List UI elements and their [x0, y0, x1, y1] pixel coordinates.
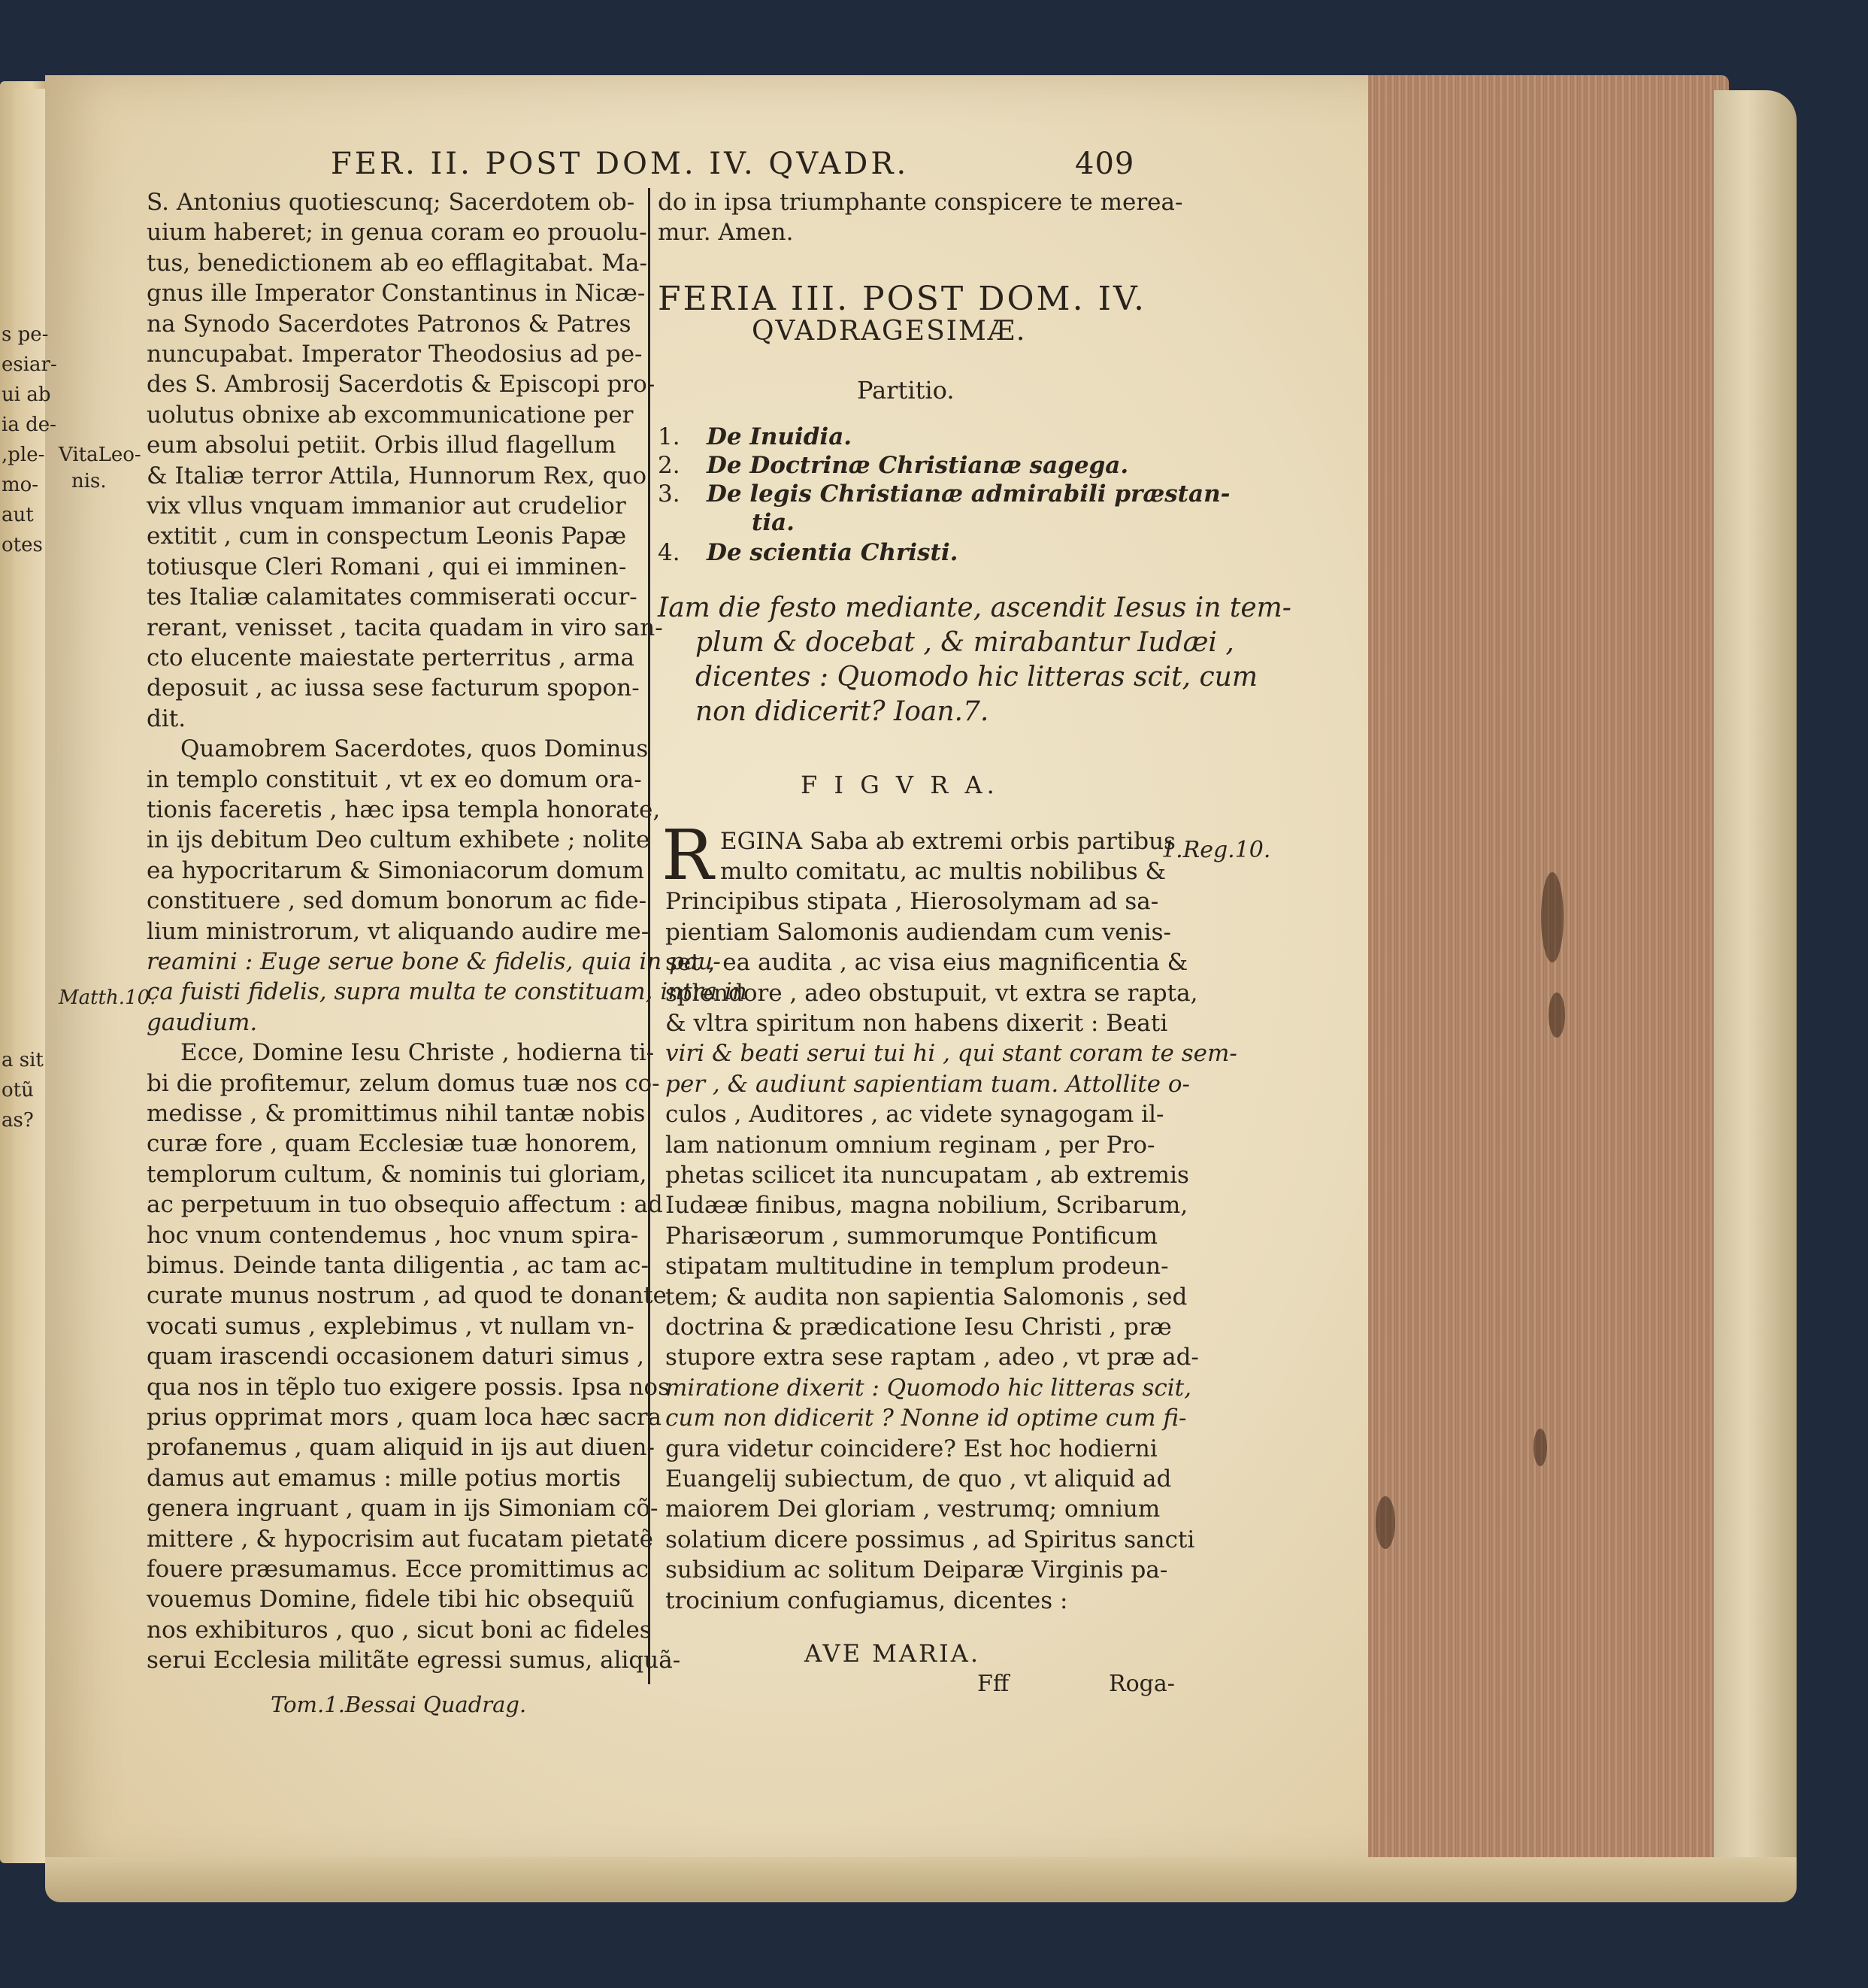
partitio-number: 1. [658, 423, 680, 450]
margin-fragment: ,ple- [2, 444, 45, 466]
page-number: 409 [1075, 147, 1135, 181]
left-column-line: bimus. Deinde tanta diligentia , ac tam ac- [147, 1252, 649, 1279]
partitio-number: 4. [658, 539, 680, 566]
left-column-line: ea hypocritarum & Simoniacorum domum [147, 856, 645, 884]
left-column-line: totiusque Cleri Romani , qui ei imminen- [147, 553, 627, 580]
left-column-line: curate munus nostrum , ad quod te donante [147, 1282, 667, 1310]
figura-line: stipatam multitudine in templum prodeun- [665, 1253, 1169, 1280]
figura-line: doctrina & prædicatione Iesu Christi , præ [665, 1314, 1172, 1341]
margin-fragment: mo- [2, 474, 39, 496]
figura-title: F I G V R A. [801, 771, 999, 799]
right-column-line: mur. Amen. [658, 219, 794, 246]
epigraph-line: Iam die festo mediante, ascendit Iesus in tem- [658, 592, 1291, 623]
left-column-line: curæ fore , quam Ecclesiæ tuæ honorem, [147, 1130, 638, 1158]
left-column-line: in ijs debitum Deo cultum exhibete ; nolite [147, 826, 650, 854]
left-column-line: reamini : Euge serue bone & fidelis, quia in pau- [147, 948, 721, 975]
left-column-line: serui Ecclesia militãte egressi sumus, aliquã- [147, 1647, 681, 1674]
margin-fragment: ia de- [2, 414, 56, 436]
left-column-line: lium ministrorum, vt aliquando audire me- [147, 917, 649, 945]
left-column-line: prius opprimat mors , quam loca hæc sacra [147, 1404, 662, 1431]
catchword-right: Roga- [1109, 1671, 1175, 1697]
partitio-item: De legis Christianæ admirabili præstan- [707, 480, 1231, 508]
stain [1533, 1429, 1547, 1466]
figura-line: stupore extra sese raptam , adeo , vt præ ad- [665, 1344, 1199, 1371]
left-column-line: des S. Ambrosij Sacerdotis & Episcopi pro- [147, 371, 655, 399]
left-column-line: uolutus obnixe ab excommunicatione per [147, 401, 634, 429]
partitio-number: 2. [658, 452, 680, 479]
margin-note: nis. [71, 470, 107, 492]
partitio-item: De Inuidia. [707, 423, 852, 450]
figura-line: tem; & audita non sapientia Salomonis , sed [665, 1283, 1188, 1311]
left-column-line: in templo constituit , vt ex eo domum ora- [147, 765, 642, 793]
left-column-line: tes Italiæ calamitates commiserati occur- [147, 583, 637, 611]
figura-line: per , & audiunt sapientiam tuam. Attollite o- [665, 1070, 1190, 1098]
margin-fragment: ui ab [2, 383, 51, 406]
figura-line: cum non didicerit ? Nonne id optime cum fi- [665, 1405, 1187, 1432]
partitio-item: tia. [752, 509, 795, 536]
left-column-line: hoc vnum contendemus , hoc vnum spira- [147, 1221, 639, 1249]
ave-maria: AVE MARIA. [804, 1639, 981, 1668]
epigraph-line: dicentes : Quomodo hic litteras scit, cum [695, 662, 1258, 692]
figura-line: trocinium confugiamus, dicentes : [665, 1586, 1068, 1614]
bottom-cover [45, 1857, 1797, 1902]
left-column-line: tionis faceretis , hæc ipsa templa honorate, [147, 796, 661, 823]
figura-line: Principibus stipata , Hierosolymam ad sa- [665, 888, 1159, 916]
stain [1549, 992, 1565, 1038]
margin-note: VitaLeo- [59, 444, 141, 466]
left-column-line: quam irascendi occasionem daturi simus , [147, 1343, 645, 1371]
left-column-line: nos exhibituros , quo , sicut boni ac fideles [147, 1616, 652, 1644]
partitio-item: De scientia Christi. [707, 539, 958, 566]
margin-note: Matth.10. [59, 986, 156, 1009]
figura-line: culos , Auditores , ac videte synagogam il- [665, 1101, 1164, 1129]
figura-line: subsidium ac solitum Deiparæ Virginis pa- [665, 1556, 1168, 1584]
left-column-line: dit. [147, 705, 186, 732]
figura-line: miratione dixerit : Quomodo hic litteras scit, [665, 1374, 1191, 1402]
left-column-line: gaudium. [147, 1008, 258, 1036]
left-column-line: cto elucente maiestate perterritus , arma [147, 644, 634, 671]
left-column-line: na Synodo Sacerdotes Patronos & Patres [147, 310, 631, 338]
margin-fragment: otes [2, 534, 43, 556]
drop-capital: R [662, 815, 714, 896]
left-column-line: Quamobrem Sacerdotes, quos Dominus [180, 735, 649, 763]
left-column-line: uium haberet; in genua coram eo prouolu- [147, 219, 647, 247]
partitio-number: 3. [658, 480, 680, 508]
stain [1541, 872, 1564, 962]
left-column-line: extitit , cum in conspectum Leonis Papæ [147, 523, 627, 550]
section-title: FERIA III. POST DOM. IV. [658, 280, 1147, 318]
left-column-line: nuncupabat. Imperator Theodosius ad pe- [147, 341, 643, 368]
figura-line: Euangelij subiectum, de quo , vt aliquid ad [665, 1465, 1172, 1493]
epigraph-line: non didicerit? Ioan.7. [695, 696, 989, 727]
page-edges [1368, 75, 1729, 1872]
figura-first-line: EGINA Saba ab extremi orbis partibus [720, 828, 1176, 855]
left-column-line: genera ingruant , quam in ijs Simoniam cõ- [147, 1495, 658, 1523]
left-column-line: tus, benedictionem ab eo efflagitabat. Ma- [147, 249, 647, 277]
left-column-line: vocati sumus , explebimus , vt nullam vn- [147, 1312, 634, 1340]
figura-line: maiorem Dei gloriam , vestrumq; omnium [665, 1496, 1161, 1523]
left-column-line: gnus ille Imperator Constantinus in Nicæ- [147, 280, 646, 308]
signature-mark: Fff [977, 1671, 1010, 1697]
left-column-line: profanemus , quam aliquid in ijs aut diuen- [147, 1434, 655, 1462]
margin-note: 1.Reg.10. [1161, 837, 1271, 863]
margin-fragment: otũ [2, 1079, 34, 1102]
left-column-line: medisse , & promittimus nihil tantæ nobis [147, 1100, 646, 1127]
figura-line: gura videtur coincidere? Est hoc hodierni [665, 1435, 1158, 1462]
left-column-line: qua nos in tẽplo tuo exigere possis. Ipsa nos [147, 1373, 670, 1401]
left-column-line: ac perpetuum in tuo obsequio affectum : ad [147, 1191, 663, 1219]
figura-line: & vltra spiritum non habens dixerit : Beati [665, 1010, 1168, 1037]
left-column-line: ca fuisti fidelis, supra multa te constituam, intra in [147, 978, 747, 1006]
section-subtitle: QVADRAGESIMÆ. [752, 316, 1027, 347]
right-column-line: do in ipsa triumphante conspicere te merea- [658, 189, 1183, 216]
running-header: FER. II. POST DOM. IV. QVADR. [331, 147, 910, 181]
left-column-line: bi die profitemur, zelum domus tuæ nos co- [147, 1069, 660, 1097]
left-column-line: mittere , & hypocrisim aut fucatam pietatẽ [147, 1525, 653, 1553]
figura-line: solatium dicere possimus , ad Spiritus sancti [665, 1526, 1195, 1553]
epigraph-line: plum & docebat , & mirabantur Iudæi , [695, 627, 1234, 658]
left-column-line: Ecce, Domine Iesu Christe , hodierna ti- [180, 1039, 655, 1067]
catchword-left: Tom.1.Bessai Quadrag. [271, 1692, 527, 1717]
left-column-line: vix vllus vnquam immanior aut crudelior [147, 492, 626, 520]
figura-line: pientiam Salomonis audiendam cum venis- [665, 918, 1171, 946]
right-cover [1714, 90, 1797, 1880]
left-column-line: constituere , sed domum bonorum ac fide- [147, 887, 647, 915]
stain [1376, 1496, 1395, 1549]
left-column-line: damus aut emamus : mille potius mortis [147, 1464, 621, 1492]
figura-line: Pharisæorum , summorumque Pontificum [665, 1222, 1158, 1250]
left-column-line: fouere præsumamus. Ecce promittimus ac [147, 1556, 649, 1583]
left-column-line: eum absolui petiit. Orbis illud flagellum [147, 432, 616, 459]
margin-fragment: esiar- [2, 353, 57, 376]
margin-fragment: a sit [2, 1049, 44, 1071]
margin-fragment: s pe- [2, 323, 49, 346]
figura-line: multo comitatu, ac multis nobilibus & [720, 858, 1167, 885]
margin-fragment: aut [2, 504, 34, 526]
left-column-line: rerant, venisset , tacita quadam in viro san- [147, 614, 663, 641]
partitio-title: Partitio. [857, 376, 955, 405]
left-column-line: templorum cultum, & nominis tui gloriam, [147, 1160, 647, 1188]
figura-line: lam nationum omnium reginam , per Pro- [665, 1131, 1155, 1159]
left-column-line: S. Antonius quotiescunq; Sacerdotem ob- [147, 189, 635, 216]
partitio-item: De Doctrinæ Christianæ sagega. [707, 452, 1129, 479]
margin-fragment: as? [2, 1109, 34, 1132]
left-column-line: vouemus Domine, fidele tibi hic obsequiũ [147, 1586, 634, 1614]
figura-line: set , ea audita , ac visa eius magnificentia & [665, 949, 1188, 977]
figura-line: splendore , adeo obstupuit, vt extra se rapta, [665, 979, 1198, 1007]
figura-line: phetas scilicet ita nuncupatam , ab extremis [665, 1162, 1189, 1189]
left-column-line: deposuit , ac iussa sese facturum spopon- [147, 674, 640, 702]
figura-line: viri & beati serui tui hi , qui stant coram te sem- [665, 1040, 1237, 1068]
left-column-line: & Italiæ terror Attila, Hunnorum Rex, quo [147, 462, 646, 489]
figura-line: Iudææ finibus, magna nobilium, Scribarum, [665, 1192, 1188, 1220]
